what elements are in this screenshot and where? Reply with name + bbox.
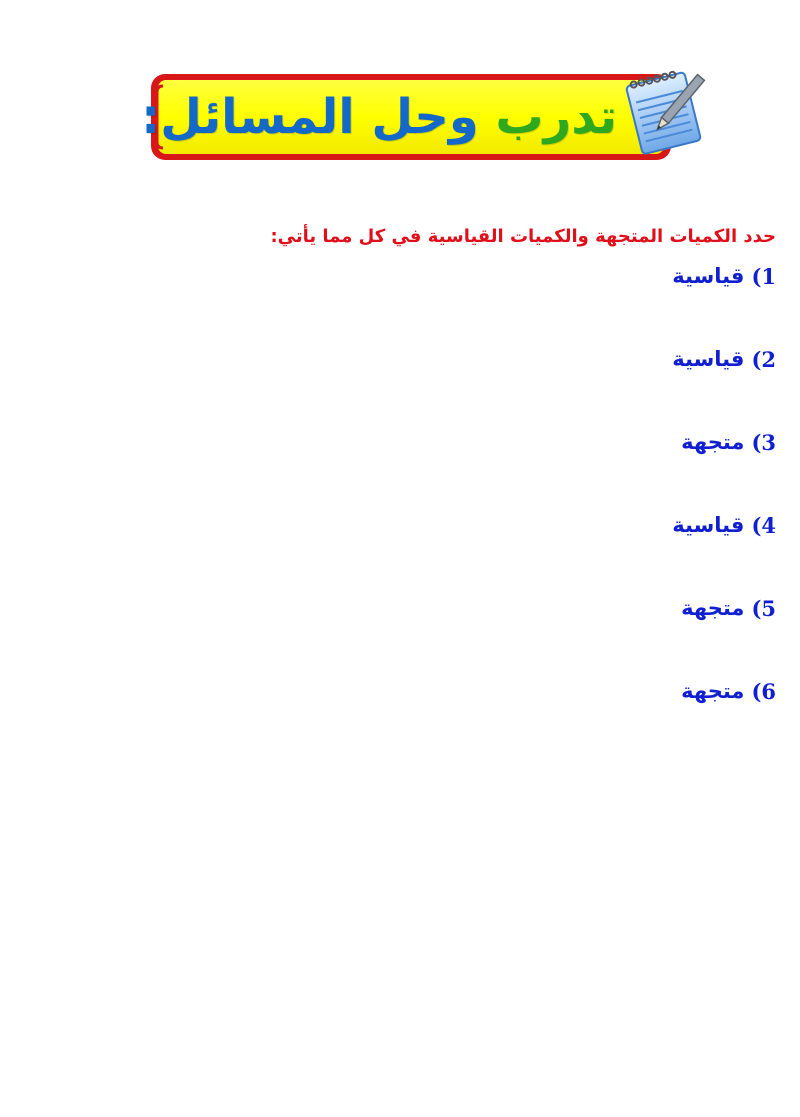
- answer-number: 6): [751, 679, 776, 704]
- instruction-text: حدد الكميات المتجهة والكميات القياسية في كل مما يأتي:: [270, 226, 776, 247]
- answer-item: [376, 347, 776, 430]
- answer-item: [376, 264, 776, 347]
- banner-title-blue: وحل المسائل:: [141, 89, 479, 145]
- answer-text: قياسية: [672, 264, 745, 288]
- answer-text: متجهة: [681, 596, 745, 620]
- notepad-pen-icon: [619, 66, 709, 156]
- answer-item: [376, 679, 776, 762]
- answer-text: متجهة: [681, 430, 745, 454]
- banner-title-green: تدرب: [495, 89, 617, 145]
- answer-number: 5): [751, 596, 776, 621]
- title-banner: [141, 72, 689, 162]
- answer-item: [376, 596, 776, 679]
- answer-text: قياسية: [672, 347, 745, 371]
- answer-number: 1): [751, 264, 776, 289]
- answer-item: [376, 513, 776, 596]
- answers-list: [376, 264, 776, 762]
- answer-number: 2): [751, 347, 776, 372]
- answer-item: [376, 430, 776, 513]
- banner-title: [141, 72, 617, 162]
- answer-number: 3): [751, 430, 776, 455]
- answer-text: قياسية: [672, 513, 745, 537]
- answer-text: متجهة: [681, 679, 745, 703]
- answer-number: 4): [751, 513, 776, 538]
